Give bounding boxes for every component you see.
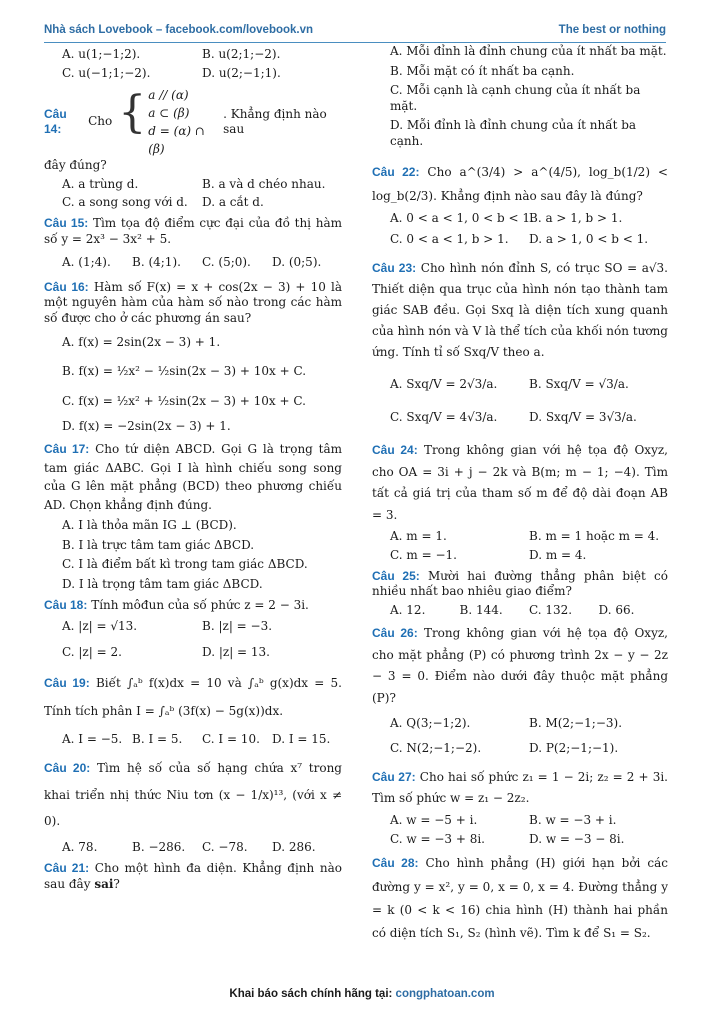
option-b: B. a > 1, b > 1. [529, 210, 623, 225]
options-row [372, 211, 668, 227]
question-14 [44, 86, 342, 158]
question-27 [372, 767, 668, 810]
options-row [44, 255, 342, 271]
question-text: Cho tứ diện ABCD. Gọi G là trọng tâm tam giác ΔABC. Gọi I là hình chiếu song song của G lên mặt phẳng (BCD) theo phương chiếu AD. Chọn khẳng định đúng. [44, 441, 342, 512]
option-b: B. m = 1 hoặc m = 4. [529, 529, 660, 544]
option-b: B. I là trực tâm tam giác ΔBCD. [62, 537, 255, 552]
options-row [44, 732, 342, 748]
question-label: Câu 14: [44, 106, 67, 137]
brace-icon: { [118, 87, 147, 139]
option-d: D. a cắt d. [202, 195, 264, 210]
option-a: A. I là thỏa mãn IG ⊥ (BCD). [62, 518, 237, 533]
header-left: Nhà sách Lovebook – facebook.com/lovebook.vn [44, 24, 314, 36]
option-d: D. P(2;−1;−1). [529, 741, 619, 756]
footer-text: Khai báo sách chính hãng tại: [229, 988, 393, 1000]
options-row [44, 66, 342, 82]
options-row [44, 195, 342, 211]
option-a: A. (1;4). [62, 255, 111, 270]
options-row [44, 619, 342, 635]
question-label: Câu 17: [44, 441, 90, 456]
option-d: D. I là trọng tâm tam giác ΔBCD. [62, 577, 263, 592]
option-a: A. 78. [62, 840, 98, 855]
option-d: D. (0;5). [272, 255, 322, 270]
options-row [372, 603, 668, 619]
question-text: Tìm hệ số của số hạng chứa x⁷ trong khai triển nhị thức Niu tơn (x − 1/x)¹³, (với x ≠ 0). [44, 761, 342, 828]
option-c: C. f(x) = ½x² + ½sin(2x − 3) + 10x + C. [62, 393, 306, 408]
question-label: Câu 16: [44, 279, 89, 294]
options-row [372, 232, 668, 248]
question-text: Tính môđun của số phức z = 2 − 3i. [91, 597, 309, 612]
option-d: D. Sxq/V = 3√3/a. [529, 410, 637, 425]
options-row [372, 741, 668, 757]
options-row [44, 840, 342, 856]
question-label: Câu 18: [44, 597, 88, 612]
question-text: Tìm tọa độ điểm cực đại của đồ thị hàm số y = 2x³ − 3x² + 5. [44, 215, 342, 246]
question-text: Mười hai đường thẳng phân biệt có nhiều nhất bao nhiêu giao điểm? [372, 568, 668, 599]
question-16 [44, 280, 342, 327]
question-28 [372, 852, 668, 946]
question-text: Biết ∫ₐᵇ f(x)dx = 10 và ∫ₐᵇ g(x)dx = 5. Tính tích phân I = ∫ₐᵇ (3f(x) − 5g(x))dx. [44, 676, 342, 719]
option-c: C. I = 10. [202, 731, 260, 746]
page-header [44, 20, 666, 43]
question-label: Câu 20: [44, 761, 91, 776]
option-c: C. Sxq/V = 4√3/a. [390, 410, 498, 425]
question-26 [372, 623, 668, 709]
option-b: B. f(x) = ½x² − ½sin(2x − 3) + 10x + C. [62, 364, 307, 379]
question-label: Câu 22: [372, 164, 420, 179]
option-c: C. m = −1. [390, 547, 457, 562]
options-row [372, 716, 668, 732]
option-a: A. |z| = √13. [62, 619, 138, 634]
system-line: a ⊂ (β) [148, 106, 190, 121]
question-text: Trong không gian với hệ tọa độ Oxyz, cho OA = 3i + j − 2k và B(m; m − 1; −4). Tìm tất cả giá trị của tham số m để độ dài đoạn AB = 3. [372, 442, 668, 522]
option-b: B. w = −3 + i. [529, 813, 617, 828]
system-line: d = (α) ∩ (β) [148, 124, 205, 157]
question-mark: ? [113, 876, 120, 891]
page-footer [0, 988, 724, 1000]
question-21 [44, 861, 342, 892]
option-b: B. M(2;−1;−3). [529, 715, 623, 730]
option-c: C. I là điểm bất kì trong tam giác ΔBCD. [62, 557, 308, 572]
emphasis-text: sai [94, 876, 114, 891]
option-c: C. Mỗi cạnh là cạnh chung của ít nhất ba mặt. [390, 83, 641, 113]
option-b: B. 144. [459, 602, 503, 617]
question-25 [372, 569, 668, 600]
left-column [44, 44, 342, 892]
question-text: Cho [88, 114, 113, 129]
option-a: A. w = −5 + i. [390, 813, 478, 828]
option-b: B. u(2;1;−2). [202, 47, 281, 61]
option-c: C. u(−1;1;−2). [62, 65, 151, 80]
option-a: A. I = −5. [62, 731, 123, 746]
question-label: Câu 27: [372, 769, 416, 784]
question-text: Cho một hình đa diện. Khẳng định nào sau đây [44, 860, 342, 891]
option-a: A. Mỗi đỉnh là đỉnh chung của ít nhất ba mặt. [390, 44, 667, 58]
option-d: D. 66. [598, 602, 635, 617]
options-row [372, 832, 668, 848]
question-19 [44, 670, 342, 725]
option-c: C. a song song với d. [62, 195, 188, 210]
question-18 [44, 598, 342, 614]
question-label: Câu 21: [44, 860, 90, 875]
question-text: Cho a^(3/4) > a^(4/5), log_b(1/2) < log_b(2/3). Khẳng định nào sau đây là đúng? [372, 164, 668, 203]
right-column [372, 44, 668, 946]
options-row [44, 645, 342, 661]
option-a: A. a trùng d. [62, 176, 139, 191]
option-a: A. Q(3;−1;2). [390, 715, 471, 730]
question-label: Câu 19: [44, 676, 90, 691]
question-22 [372, 160, 668, 208]
option-c: C. N(2;−1;−2). [390, 741, 482, 756]
question-text: Cho hai số phức z₁ = 1 − 2i; z₂ = 2 + 3i. Tìm số phức w = z₁ − 2z₂. [372, 769, 668, 806]
options-row [372, 410, 668, 426]
system-line: a // (α) [148, 88, 189, 103]
option-d: D. m = 4. [529, 547, 587, 562]
options-row [372, 548, 668, 564]
question-text: Hàm số F(x) = x + cos(2x − 3) + 10 là một nguyên hàm của hàm số nào trong các hàm số được cho ở các phương án sau? [44, 279, 342, 325]
option-b: B. −286. [132, 840, 186, 855]
question-text: Trong không gian với hệ tọa độ Oxyz, cho mặt phẳng (P) có phương trình 2x − y − 2z − 3 = 0. Điểm nào dưới đây thuộc mặt phẳng (P)? [372, 626, 668, 706]
options-row [372, 377, 668, 393]
option-a: A. Sxq/V = 2√3/a. [390, 376, 498, 391]
option-b: B. I = 5. [132, 731, 183, 746]
option-c: C. −78. [202, 840, 248, 855]
option-c: C. 0 < a < 1, b > 1. [390, 232, 509, 247]
option-a: A. 0 < a < 1, 0 < b < 1. [390, 210, 534, 225]
option-b: B. Sxq/V = √3/a. [529, 376, 629, 391]
question-label: Câu 26: [372, 626, 418, 641]
option-a: A. m = 1. [390, 529, 447, 544]
option-d: D. 286. [272, 840, 316, 855]
question-17 [44, 440, 342, 514]
question-text: Cho hình phẳng (H) giới hạn bởi các đường y = x², y = 0, x = 0, x = 4. Đường thẳng y = k (0 < k < 16) chia hình (H) thành hai phần có diện tích S₁, S₂ (hình vẽ). Tìm k để S₁ = S₂. [372, 856, 668, 941]
option-d: D. Mỗi đỉnh là đỉnh chung của ít nhất ba cạnh. [390, 118, 637, 148]
option-b: B. (4;1). [132, 255, 181, 270]
question-23 [372, 258, 668, 363]
option-a: A. f(x) = 2sin(2x − 3) + 1. [62, 334, 221, 349]
question-20 [44, 755, 342, 834]
option-d: D. |z| = 13. [202, 644, 270, 659]
option-c: C. (5;0). [202, 255, 251, 270]
option-d: D. a > 1, 0 < b < 1. [529, 232, 649, 247]
question-text: Cho hình nón đỉnh S, có trục SO = a√3. Thiết diện qua trục của hình nón tạo thành tam giác SAB đều. Gọi Sxq là diện tích xung quanh của hình nón và V là thể tích của khối nón tương ứng. Tính tỉ số Sxq/V theo a. [372, 260, 668, 359]
question-label: Câu 23: [372, 260, 417, 275]
option-d: D. f(x) = −2sin(2x − 3) + 1. [62, 419, 231, 434]
options-row [44, 47, 342, 63]
option-a: A. 12. [390, 602, 426, 617]
option-c: C. w = −3 + 8i. [390, 831, 485, 846]
options-row [372, 529, 668, 545]
question-label: Câu 25: [372, 568, 420, 583]
question-text: đây đúng? [44, 158, 107, 173]
option-d: D. I = 15. [272, 731, 331, 746]
option-d: D. u(2;−1;1). [202, 65, 281, 80]
header-right: The best or nothing [558, 24, 666, 36]
question-24 [372, 440, 668, 526]
option-c: C. |z| = 2. [62, 644, 122, 659]
options-row [372, 813, 668, 829]
question-text: . Khẳng định nào sau [223, 106, 327, 137]
option-b: B. a và d chéo nhau. [202, 176, 326, 191]
equation-system [118, 86, 217, 158]
option-d: D. w = −3 − 8i. [529, 831, 625, 846]
footer-link[interactable]: congphatoan.com [395, 988, 495, 1000]
question-label: Câu 28: [372, 856, 419, 871]
options-row [44, 177, 342, 193]
question-label: Câu 15: [44, 215, 89, 230]
option-b: B. |z| = −3. [202, 619, 273, 634]
question-label: Câu 24: [372, 442, 418, 457]
option-a: A. u(1;−1;2). [62, 47, 141, 61]
question-15 [44, 216, 342, 247]
option-b: B. Mỗi mặt có ít nhất ba cạnh. [390, 63, 575, 78]
option-c: C. 132. [529, 602, 573, 617]
